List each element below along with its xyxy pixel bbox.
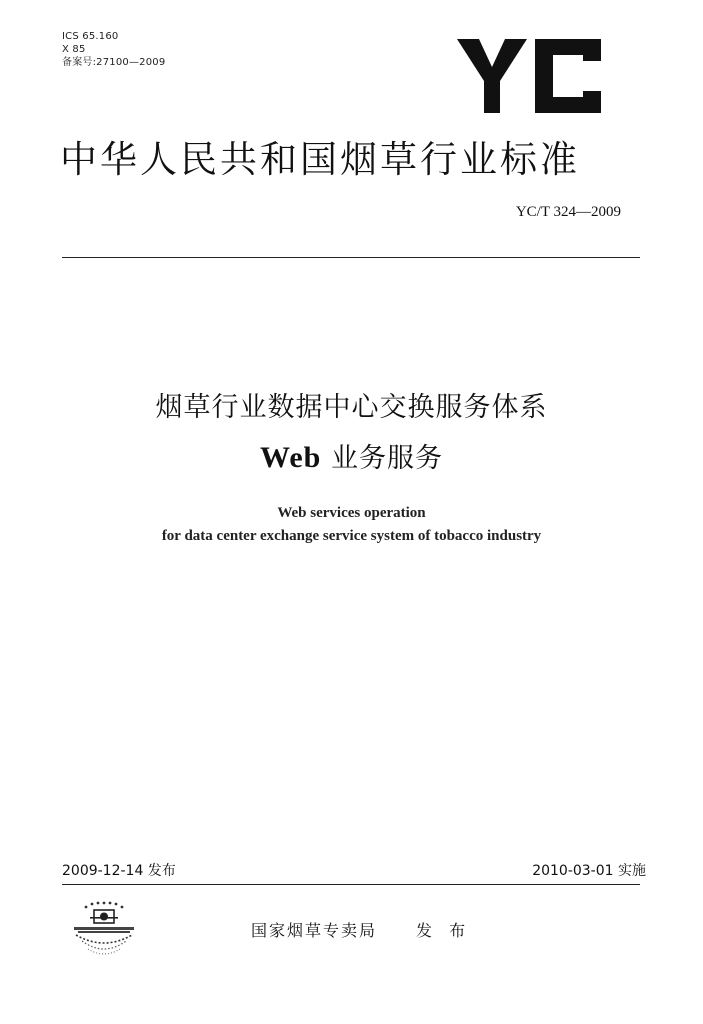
implementation-date: 2010-03-01 实施 <box>532 863 646 879</box>
top-divider <box>62 257 640 258</box>
document-title-cn-line2-prefix: Web <box>260 441 322 474</box>
document-title-en-line2: for data center exchange service system of tobacco industry <box>161 528 542 544</box>
yc-logo <box>455 37 603 115</box>
document-title-cn-line2-suffix: 业务服务 <box>321 443 443 474</box>
publish-label: 发 布 <box>416 921 472 940</box>
issue-date: 2009-12-14 发布 <box>62 863 176 879</box>
document-title-cn-line2 <box>0 438 703 479</box>
standard-series-title: 中华人民共和国烟草行业标准 <box>60 138 580 181</box>
publisher-seal-icon <box>68 897 140 961</box>
ics-code: ICS 65.160 <box>62 31 119 42</box>
standard-number: YC/T 324—2009 <box>515 204 621 220</box>
document-title-en-line1: Web services operation <box>277 505 426 521</box>
filing-number: 备案号:27100—2009 <box>62 57 166 68</box>
document-title-cn-line1: 烟草行业数据中心交换服务体系 <box>155 392 548 423</box>
bottom-divider <box>62 884 640 885</box>
publisher-name: 国家烟草专卖局 <box>251 921 378 940</box>
classification-code: X 85 <box>62 44 86 55</box>
